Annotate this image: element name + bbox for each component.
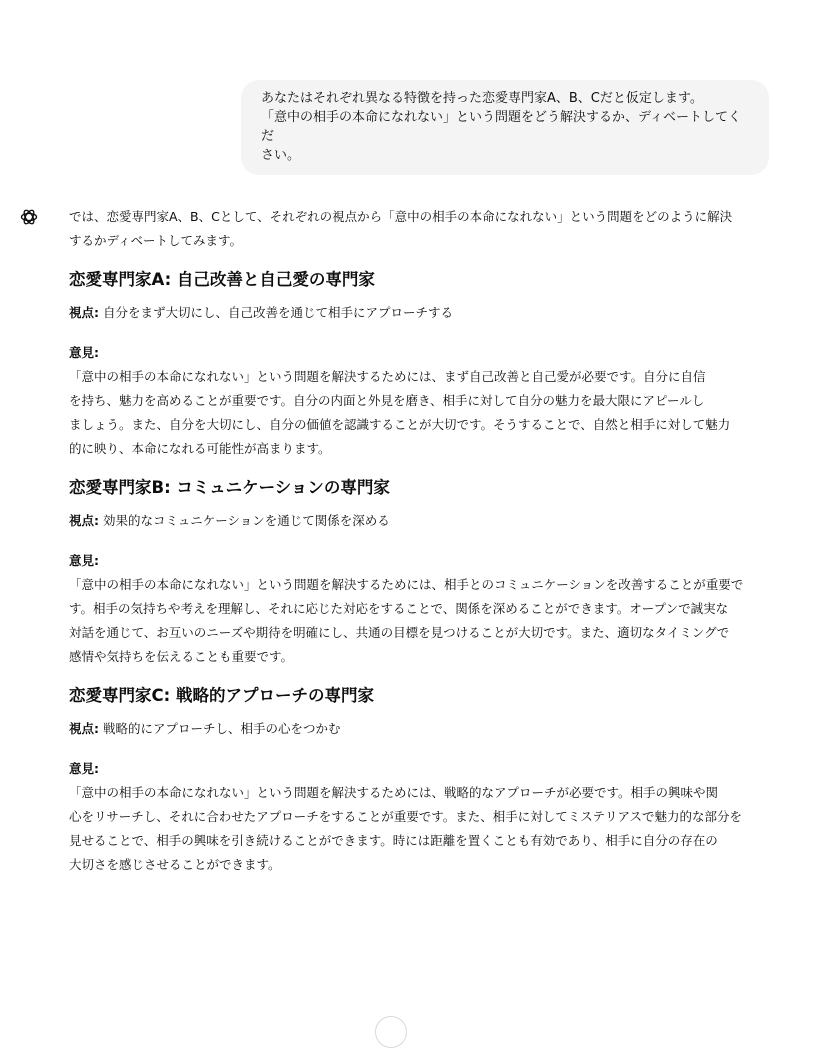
expert-a-opinion <box>69 365 775 461</box>
viewpoint-label: 視点: <box>69 305 99 320</box>
expert-c-opinion <box>69 781 775 877</box>
opinion-line: を持ち、魅力を高めることが重要です。自分の内面と外見を磨き、相手に対して自分の魅力を最大限にアピールし <box>69 393 705 408</box>
opinion-line: 的に映り、本命になれる可能性が高まります。 <box>69 441 331 456</box>
opinion-line: 「意中の相手の本命になれない」という問題を解決するためには、相手とのコミュニケーションを改善することが重要で <box>69 577 744 592</box>
intro-paragraph <box>69 205 775 253</box>
user-message-bubble <box>241 80 769 175</box>
viewpoint-text: 自分をまず大切にし、自己改善を通じて相手にアプローチする <box>99 305 453 320</box>
user-message-line: あなたはそれぞれ異なる特徴を持った恋愛専門家A、B、Cだと仮定します。 <box>261 91 703 106</box>
expert-b-viewpoint <box>69 509 775 533</box>
intro-line: するかディベートしてみます。 <box>69 233 243 248</box>
intro-line: では、恋愛専門家A、B、Cとして、それぞれの視点から「意中の相手の本命になれない」という問題をどのように解決 <box>69 209 733 224</box>
opinion-line: 「意中の相手の本命になれない」という問題を解決するためには、戦略的なアプローチが必要です。相手の興味や関 <box>69 785 719 800</box>
opinion-line: 感情や気持ちを伝えることも重要です。 <box>69 649 294 664</box>
scroll-down-button[interactable] <box>375 1016 407 1048</box>
opinion-label: 意見: <box>69 345 99 360</box>
opinion-label: 意見: <box>69 553 99 568</box>
opinion-line: ましょう。また、自分を大切にし、自分の価値を認識することが大切です。そうすることで、自然と相手に対して魅力 <box>69 417 731 432</box>
viewpoint-text: 効果的なコミュニケーションを通じて関係を深める <box>99 513 390 528</box>
opinion-line: 対話を通じて、お互いのニーズや期待を明確にし、共通の目標を見つけることが大切です。また、適切なタイミングで <box>69 625 730 640</box>
opinion-line: 「意中の相手の本命になれない」という問題を解決するためには、まず自己改善と自己愛が必要です。自分に自信 <box>69 369 706 384</box>
viewpoint-label: 視点: <box>69 513 99 528</box>
user-message-line: さい。 <box>261 148 301 163</box>
opinion-line: す。相手の気持ちや考えを理解し、それに応じた対応をすることで、関係を深めることができます。オープンで誠実な <box>69 601 729 616</box>
openai-logo-icon <box>19 207 39 227</box>
opinion-label: 意見: <box>69 761 99 776</box>
assistant-message <box>69 205 775 891</box>
assistant-avatar <box>17 205 41 229</box>
expert-c-viewpoint <box>69 717 775 741</box>
expert-c-heading: 恋愛専門家C: 戦略的アプローチの専門家 <box>69 686 374 705</box>
expert-a-heading: 恋愛専門家A: 自己改善と自己愛の専門家 <box>69 270 375 289</box>
opinion-line: 大切さを感じさせることができます。 <box>69 857 281 872</box>
expert-b-heading: 恋愛専門家B: コミュニケーションの専門家 <box>69 478 390 497</box>
expert-b-opinion <box>69 573 775 669</box>
opinion-line: 見せることで、相手の興味を引き続けることができます。時には距離を置くことも有効であり、相手に自分の存在の <box>69 833 718 848</box>
user-message-line: 「意中の相手の本命になれない」という問題をどう解決するか、ディベートしてくだ <box>261 110 741 144</box>
viewpoint-label: 視点: <box>69 721 99 736</box>
opinion-line: 心をリサーチし、それに合わせたアプローチをすることが重要です。また、相手に対してミステリアスで魅力的な部分を <box>69 809 743 824</box>
expert-a-viewpoint <box>69 301 775 325</box>
viewpoint-text: 戦略的にアプローチし、相手の心をつかむ <box>99 721 341 736</box>
